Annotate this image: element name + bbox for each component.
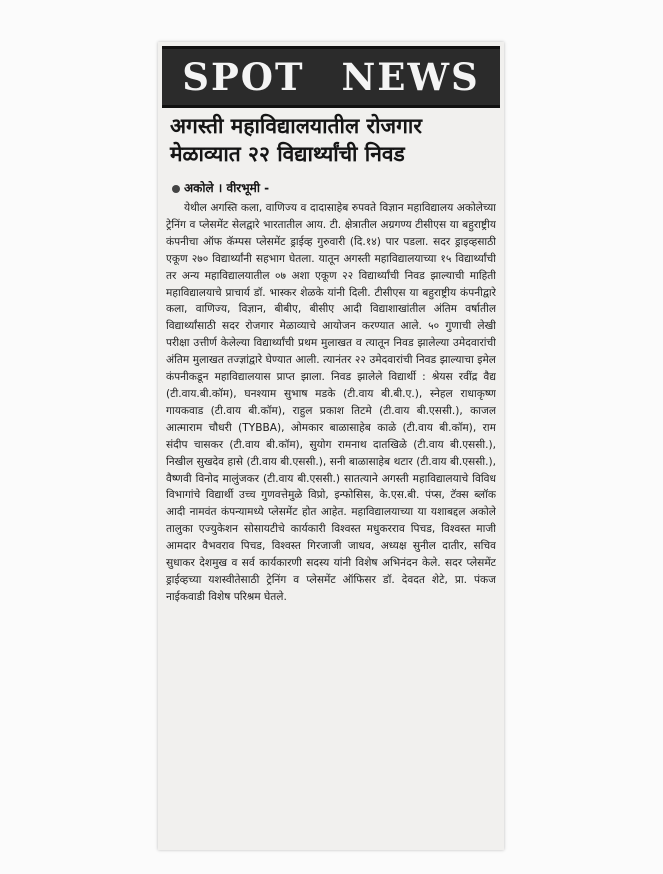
spot-news-banner: SPOT NEWS bbox=[162, 46, 500, 108]
newspaper-clipping bbox=[158, 42, 504, 850]
article-body-text: येथील अगस्ति कला, वाणिज्य व दादासाहेब रुपवते विज्ञान महाविद्यालय अकोलेच्या ट्रेनिंग व प्लेसमेंट सेलद्वारे भारतातील आय. टी. क्षेत्रातील अग्रगण्य टीसीएस या बहुराष्ट्रीय कंपनीचा ऑफ कॅम्पस प्लेसमेंट ड्राईव्ह गुरुवारी (दि.१४) पार पडला. सदर ड्राइव्हसाठी एकूण २७० विद्यार्थ्यांनी सहभाग घेतला. यातून अगस्ती महाविद्यालयाच्या १५ विद्यार्थ्यांची तर अन्य महाविद्यालयातील ०७ अशा एकूण २२ विद्यार्थ्यांची निवड झाल्याची माहिती महाविद्यालयाचे प्राचार्य डॉ. भास्कर शेळके यांनी दिली. टीसीएस या बहुराष्ट्रीय कंपनीद्वारे कला, वाणिज्य, विज्ञान, बीबीए, बीसीए आदी विद्याशाखांतील अंतिम वर्षातील विद्यार्थ्यांसाठी सदर रोजगार मेळाव्याचे आयोजन करण्यात आले. ५० गुणाची लेखी परीक्षा उत्तीर्ण केलेल्या विद्यार्थ्यांची प्रथम मुलाखत व त्यातून निवड झालेल्या उमेदवारांची अंतिम मुलाखत तज्ज्ञांद्वारे घेण्यात आली. त्यानंतर २२ उमेदवारांची निवड झाल्याचा इमेल कंपनीकडून महाविद्यालयास प्राप्त झाला. निवड झालेले विद्यार्थी : श्रेयस रवींद्र वैद्य (टी.वाय.बी.कॉम), घनश्याम सुभाष मडके (टी.वाय बी.बी.ए.), स्नेहल राधाकृष्ण गायकवाड (टी.वाय बी.कॉम), राहुल प्रकाश तिटमे (टी.वाय बी.एससी.), काजल आत्माराम चौधरी (TYBBA), ओमकार बाळासाहेब काळे (टी.वाय बी.कॉम), राम संदीप चासकर (टी.वाय बी.कॉम), सुयोग रामनाथ दातखिळे (टी.वाय बी.एससी.), निखील सुखदेव हासे (टी.वाय बी.एससी.), सनी बाळासाहेब थटार (टी.वाय बी.एससी.), वैष्णवी विनोद मालुंजकर (टी.वाय बी.एससी.) सातत्याने अगस्ती महाविद्यालयाचे विविध विभागांचे विद्यार्थी उच्च गुणवत्तेमुळे विप्रो, इन्फोसिस, के.एस.बी. पंप्स, टॅक्स ब्लॉक आदी नामवंत कंपन्यामध्ये प्लेसमेंट होत आहेत. महाविद्यालयाच्या या यशाबद्दल अकोले तालुका एज्युकेशन सोसायटीचे कार्यकारी विश्वस्त मधुकरराव पिचड, विश्वस्त माजी आमदार वैभवराव पिचड, विश्वस्त गिरजाजी जाधव, अध्यक्ष सुनील दातीर, सचिव सुधाकर देशमुख व सर्व कार्यकारणी सदस्य यांनी विशेष अभिनंदन केले. सदर प्लेसमेंट ड्राईव्हच्या यशस्वीतेसाठी ट्रेनिंग व प्लेसमेंट ऑफिसर डॉ. देवदत शेटे, प्रा. पंकज नाईकवाडी विशेष परिश्रम घेतले. bbox=[166, 202, 496, 603]
article-body bbox=[166, 200, 496, 846]
article-headline: अगस्ती महाविद्यालयातील रोजगार मेळाव्यात २२ विद्यार्थ्यांची निवड bbox=[170, 114, 422, 166]
bullet-icon bbox=[172, 185, 180, 193]
article-dateline bbox=[172, 179, 492, 196]
dateline-text: अकोले । वीरभूमी - bbox=[184, 181, 270, 195]
